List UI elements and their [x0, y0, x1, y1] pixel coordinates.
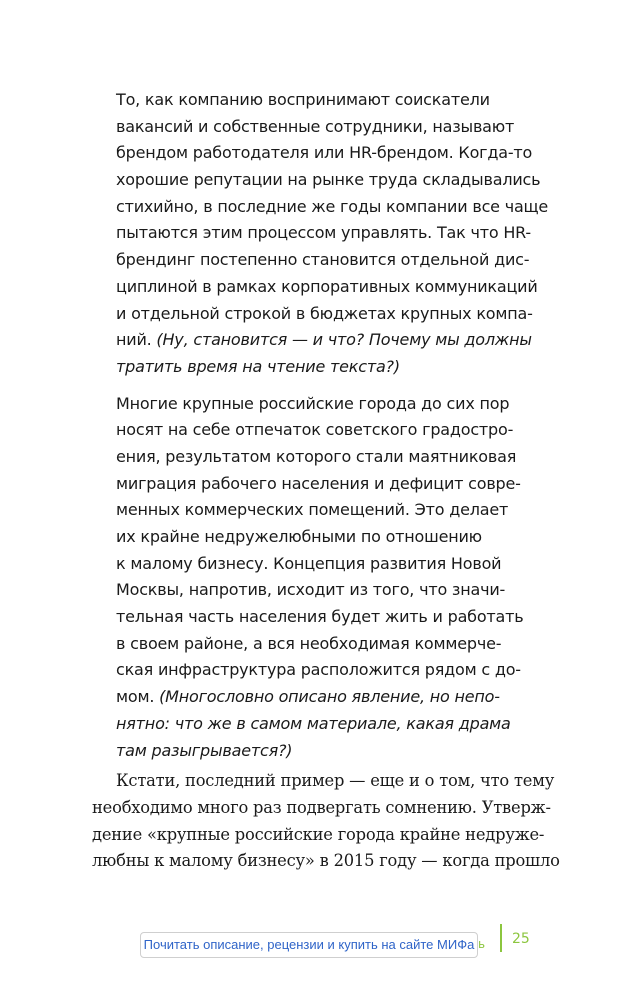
text-line: циплиной в рамках корпоративных коммуникаций: [116, 276, 538, 296]
text-line: [116, 327, 532, 354]
text-line: менных коммерческих помещений. Это делает: [116, 500, 509, 520]
text-fragment: мом.: [116, 687, 155, 707]
text-line: в своем районе, а вся необходимая коммерче-: [116, 633, 502, 653]
text-line: брендинг постепенно становится отдельной дис-: [116, 250, 530, 270]
quote-paragraph-1: [116, 87, 549, 381]
quote-paragraph-2: [116, 391, 532, 765]
text-line: Москвы, напротив, исходит из того, что значи-: [116, 580, 506, 600]
text-line: стихийно, в последние же годы компании все чаще: [116, 196, 549, 216]
body-line: любны к малому бизнесу» в 2015 году — когда прошло: [92, 851, 560, 871]
body-paragraph: [92, 768, 560, 875]
editor-comment-line: нятно: что же в самом материале, какая драма: [116, 713, 511, 733]
text-line: брендом работодателя или HR-брендом. Когда-то: [116, 143, 533, 163]
text-line: хорошие репутации на рынке труда складывались: [116, 170, 541, 190]
body-line: Кстати, последний пример — еще и о том, что тему: [116, 771, 555, 790]
running-head-fragment: ь: [478, 937, 486, 951]
text-line: носят на себе отпечаток советского градостро-: [116, 420, 514, 440]
text-line: Многие крупные российские города до сих пор: [116, 393, 510, 413]
body-line: необходимо много раз подвергать сомнению. Утверж-: [92, 797, 551, 817]
text-line: [116, 684, 532, 711]
text-line: к малому бизнесу. Концепция развития Новой: [116, 553, 502, 573]
text-line: То, как компанию воспринимают соискатели: [116, 90, 490, 109]
text-line: и отдельной строкой в бюджетах крупных компа-: [116, 303, 533, 323]
footer-divider: [500, 924, 502, 952]
editor-comment-line: там разыгрывается?): [116, 740, 293, 760]
text-line: пытаются этим процессом управлять. Так что HR-: [116, 223, 531, 243]
text-line: ения, результатом которого стали маятниковая: [116, 446, 517, 466]
quote-block: [116, 87, 549, 764]
text-line: вакансий и собственные сотрудники, называют: [116, 116, 515, 136]
editor-comment: (Ну, становится — и что? Почему мы должны: [151, 330, 532, 350]
buy-link-banner[interactable]: Почитать описание, рецензии и купить на сайте МИФа: [140, 932, 478, 958]
text-line: миграция рабочего населения и дефицит совре-: [116, 473, 521, 493]
body-line: дение «крупные российские города крайне недруже-: [92, 824, 545, 844]
text-line: тельная часть населения будет жить и работать: [116, 607, 524, 627]
editor-comment-line: тратить время на чтение текста?): [116, 356, 400, 376]
text-line: ская инфраструктура расположится рядом с до-: [116, 660, 521, 680]
text-line: их крайне недружелюбными по отношению: [116, 527, 482, 546]
page-number: 25: [512, 931, 530, 947]
text-fragment: ний.: [116, 330, 152, 350]
editor-comment: (Многословно описано явление, но непо-: [154, 687, 500, 707]
